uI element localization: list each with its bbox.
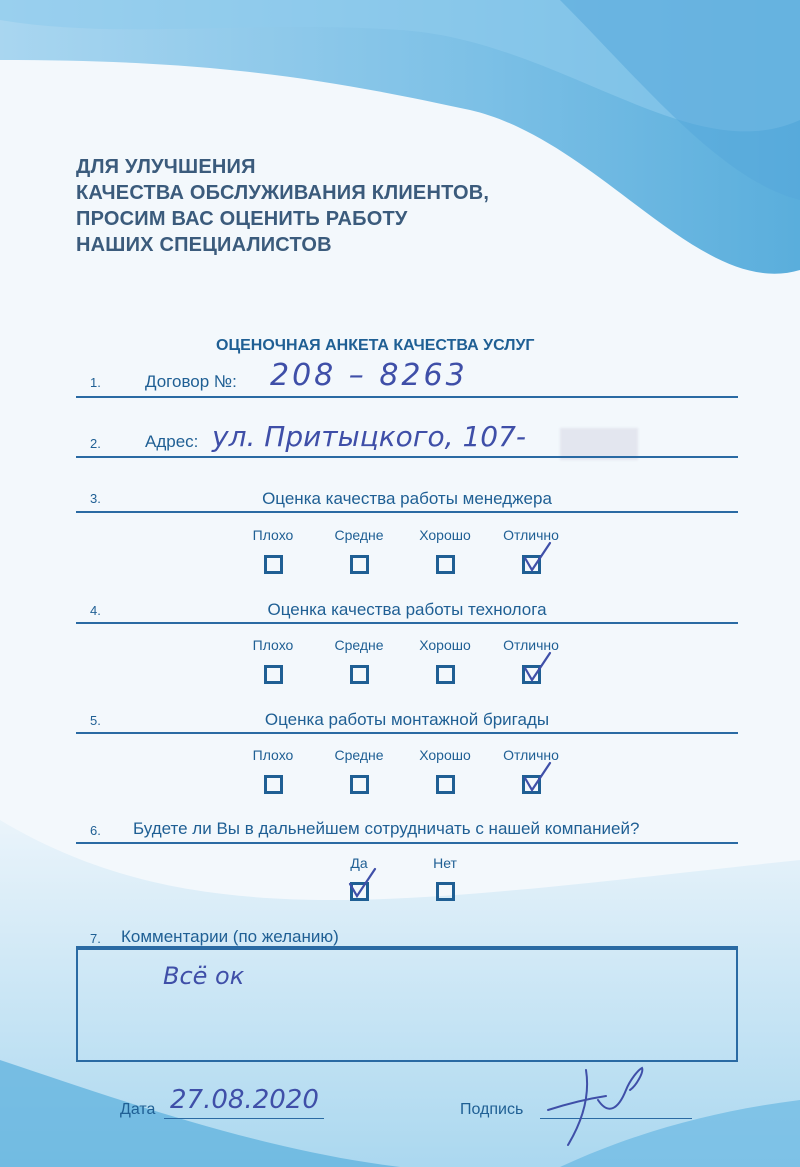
header-line-2: КАЧЕСТВА ОБСЛУЖИВАНИЯ КЛИЕНТОВ, (76, 182, 490, 204)
date-line (164, 1118, 324, 1119)
q5-option-bad: Плохо (252, 747, 294, 763)
q3-option-excellent: Отлично (503, 527, 559, 543)
date-value[interactable]: 27.08.2020 (170, 1085, 319, 1115)
q4-option-bad: Плохо (252, 637, 294, 653)
q5-checkmark-icon (520, 760, 554, 796)
q1-number: 1. (90, 375, 101, 390)
q4-line (76, 622, 738, 624)
q5-line (76, 732, 738, 734)
q2-number: 2. (90, 436, 101, 451)
q6-checkmark-icon (345, 866, 379, 902)
q5-option-good: Хорошо (419, 747, 471, 763)
header-line-3: ПРОСИМ ВАС ОЦЕНИТЬ РАБОТУ (76, 208, 408, 230)
q6-option-yes: Да (350, 855, 368, 871)
q4-checkbox-good[interactable] (436, 665, 455, 684)
q4-option-good: Хорошо (419, 637, 471, 653)
q3-checkmark-icon (520, 540, 554, 576)
q5-option-average: Средне (334, 747, 384, 763)
q3-option-average: Средне (334, 527, 384, 543)
q6-option-no: Нет (433, 855, 457, 871)
q7-label: Комментарии (по желанию) (121, 927, 339, 946)
q6-checkbox-no[interactable] (436, 882, 455, 901)
signature-mark (538, 1060, 658, 1150)
comment-text: Всё ок (163, 962, 245, 990)
q5-label: Оценка работы монтажной бригады (264, 710, 550, 729)
q5-checkbox-bad[interactable] (264, 775, 283, 794)
q2-label: Адрес: (145, 432, 199, 451)
q4-label: Оценка качества работы технолога (267, 600, 547, 619)
q3-checkbox-bad[interactable] (264, 555, 283, 574)
q6-number: 6. (90, 823, 101, 838)
header-line-4: НАШИХ СПЕЦИАЛИСТОВ (76, 234, 332, 256)
form-title: ОЦЕНОЧНАЯ АНКЕТА КАЧЕСТВА УСЛУГ (216, 337, 535, 354)
q2-value[interactable]: ул. Притыцкого, 107- (212, 420, 527, 453)
q1-value[interactable]: 208 – 8263 (270, 358, 468, 393)
q7-number: 7. (90, 931, 101, 946)
signature-label: Подпись (460, 1101, 524, 1118)
q3-checkbox-good[interactable] (436, 555, 455, 574)
q3-label: Оценка качества работы менеджера (262, 489, 552, 508)
q1-line (76, 396, 738, 398)
q3-checkbox-average[interactable] (350, 555, 369, 574)
q3-option-bad: Плохо (252, 527, 294, 543)
q1-label: Договор №: (145, 372, 237, 391)
q5-option-excellent: Отлично (503, 747, 559, 763)
q3-option-good: Хорошо (419, 527, 471, 543)
q4-checkbox-average[interactable] (350, 665, 369, 684)
q3-line (76, 511, 738, 513)
header-line-1: ДЛЯ УЛУЧШЕНИЯ (76, 156, 256, 178)
q4-option-excellent: Отлично (503, 637, 559, 653)
q4-checkmark-icon (520, 650, 554, 686)
q4-number: 4. (90, 603, 101, 618)
q2-line (76, 456, 738, 458)
q5-number: 5. (90, 713, 101, 728)
q4-option-average: Средне (334, 637, 384, 653)
header-text (76, 154, 489, 258)
q5-checkbox-average[interactable] (350, 775, 369, 794)
q3-number: 3. (90, 491, 101, 506)
q6-label: Будете ли Вы в дальнейшем сотрудничать с нашей компанией? (133, 819, 640, 838)
q6-line (76, 842, 738, 844)
q4-checkbox-bad[interactable] (264, 665, 283, 684)
q5-checkbox-good[interactable] (436, 775, 455, 794)
date-label: Дата (120, 1101, 156, 1118)
